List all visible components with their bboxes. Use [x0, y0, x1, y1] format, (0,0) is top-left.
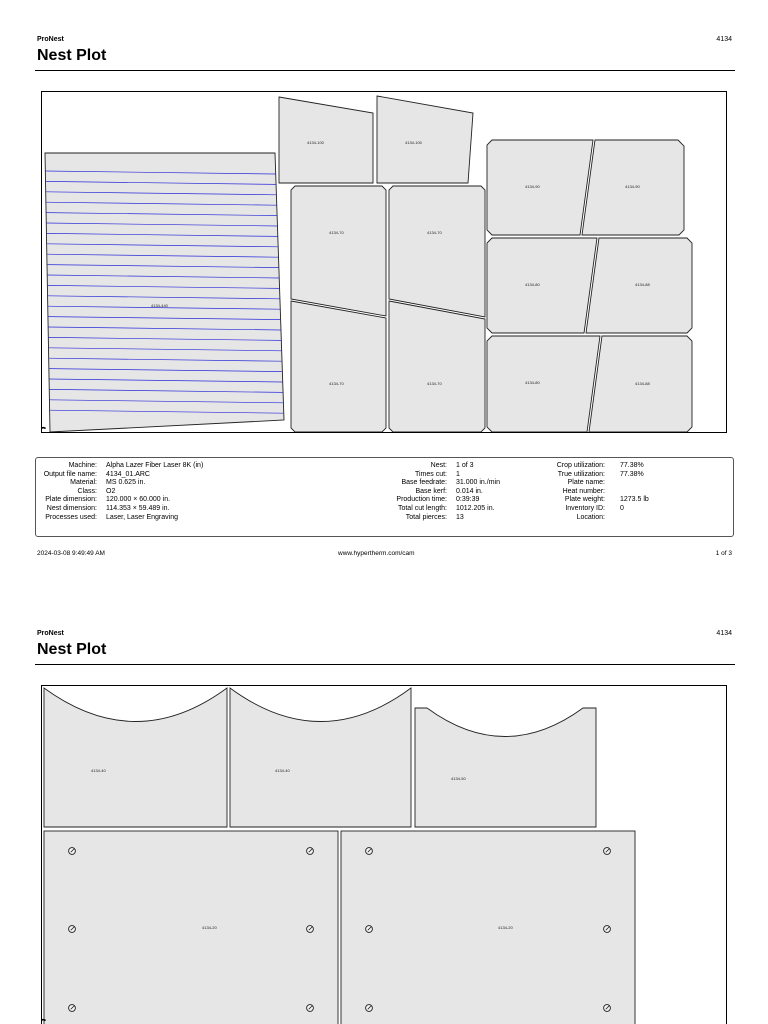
part-4134-40-a	[44, 688, 227, 827]
part-label: 4134-440	[151, 303, 168, 308]
info-value: 1 of 3	[456, 462, 474, 469]
part-4134-70-c	[291, 301, 386, 432]
part-label: 4134-70	[329, 381, 344, 386]
part-4134-20-b	[341, 831, 635, 1024]
info-value: 4134_01.ARC	[106, 470, 150, 478]
part-label: 4134-70	[427, 381, 442, 386]
nest-plot-1	[41, 91, 727, 433]
nest-plot-2	[41, 685, 727, 1024]
info-value: 77.38%	[620, 470, 644, 478]
part-4134-100-a	[279, 97, 373, 183]
info-value: 77.38%	[620, 462, 644, 469]
info-label: Nest:	[430, 462, 447, 469]
footer-url[interactable]: www.hypertherm.com/cam	[338, 550, 415, 557]
brand-name: ProNest	[37, 36, 64, 43]
nest-info-panel	[35, 457, 734, 537]
info-label: True utilization:	[557, 470, 605, 478]
origin-marker-icon	[42, 428, 47, 433]
part-label: 4134-100	[405, 140, 422, 145]
info-value: 114.353 × 59.489 in.	[106, 505, 170, 512]
info-label: Inventory ID:	[565, 505, 605, 512]
part-4134-90-a	[487, 140, 593, 235]
info-label: Base kerf:	[415, 487, 447, 495]
page-title: Nest Plot	[37, 641, 107, 658]
part-label: 4134-40	[91, 768, 106, 773]
info-label: Material:	[70, 479, 97, 487]
info-label: Plate name:	[567, 479, 605, 487]
info-label: Total cut length:	[397, 505, 447, 512]
info-label: Machine:	[68, 462, 97, 469]
info-label: Plate weight:	[564, 496, 605, 504]
info-value: 13	[456, 513, 464, 521]
info-label: Output file name:	[43, 470, 97, 478]
title-divider	[35, 70, 735, 71]
info-value: MS 0.625 in.	[106, 479, 146, 487]
part-label: 4134-88	[635, 282, 650, 287]
page-title: Nest Plot	[37, 47, 107, 64]
info-label: Plate dimension:	[45, 496, 97, 504]
info-label: Total pierces:	[405, 513, 447, 521]
footer-timestamp: 2024-03-08 9:49:49 AM	[37, 550, 105, 557]
part-label: 4134-70	[427, 230, 442, 235]
part-label: 4134-20	[498, 925, 513, 930]
part-label: 4134-40	[275, 768, 290, 773]
job-number: 4134	[716, 630, 732, 637]
part-label: 4134-88	[635, 381, 650, 386]
info-value: 0	[620, 505, 624, 512]
info-value: Alpha Lazer Fiber Laser 8K (in)	[106, 462, 204, 469]
info-label: Class:	[77, 487, 97, 495]
info-label: Times cut:	[414, 470, 447, 478]
part-4134-70-a	[291, 186, 386, 316]
part-label: 4134-90	[525, 184, 540, 189]
nest-drawing-1	[42, 92, 727, 433]
part-4134-70-b	[389, 186, 485, 317]
nest-drawing-2	[42, 686, 727, 1024]
info-value: 1273.5 lb	[620, 496, 649, 504]
part-4134-70-d	[389, 301, 485, 432]
part-4134-50	[415, 708, 596, 827]
info-value: 1012.205 in.	[456, 505, 495, 512]
info-value: 31.000 in./min	[456, 479, 500, 487]
info-label: Crop utilization:	[556, 462, 605, 469]
info-label: Location:	[576, 513, 605, 521]
part-label: 4134-70	[329, 230, 344, 235]
info-value: 0:39:39	[456, 496, 480, 504]
job-number: 4134	[716, 36, 732, 43]
info-label: Nest dimension:	[46, 505, 97, 512]
part-4134-100-b	[377, 96, 473, 183]
part-label: 4134-90	[625, 184, 640, 189]
info-value: O2	[106, 487, 116, 495]
part-4134-80-b	[487, 336, 600, 432]
info-value: 120.000 × 60.000 in.	[106, 496, 171, 504]
info-value: 0.014 in.	[456, 487, 483, 495]
part-label: 4134-80	[525, 282, 540, 287]
info-value: 1	[456, 470, 460, 478]
info-label: Production time:	[396, 496, 447, 504]
part-4134-80-a	[487, 238, 597, 333]
info-value: Laser, Laser Engraving	[106, 513, 178, 521]
title-divider	[35, 664, 735, 665]
info-label: Processes used:	[45, 513, 97, 521]
part-label: 4134-80	[525, 380, 540, 385]
info-label: Base feedrate:	[401, 479, 447, 487]
part-label: 4134-100	[307, 140, 324, 145]
info-label: Heat number:	[562, 487, 605, 495]
part-4134-20-a	[44, 831, 338, 1024]
part-4134-40-b	[230, 688, 411, 827]
part-label: 4134-20	[202, 925, 217, 930]
part-label: 4134-50	[451, 776, 466, 781]
footer-page-number: 1 of 3	[715, 550, 732, 557]
brand-name: ProNest	[37, 630, 64, 637]
